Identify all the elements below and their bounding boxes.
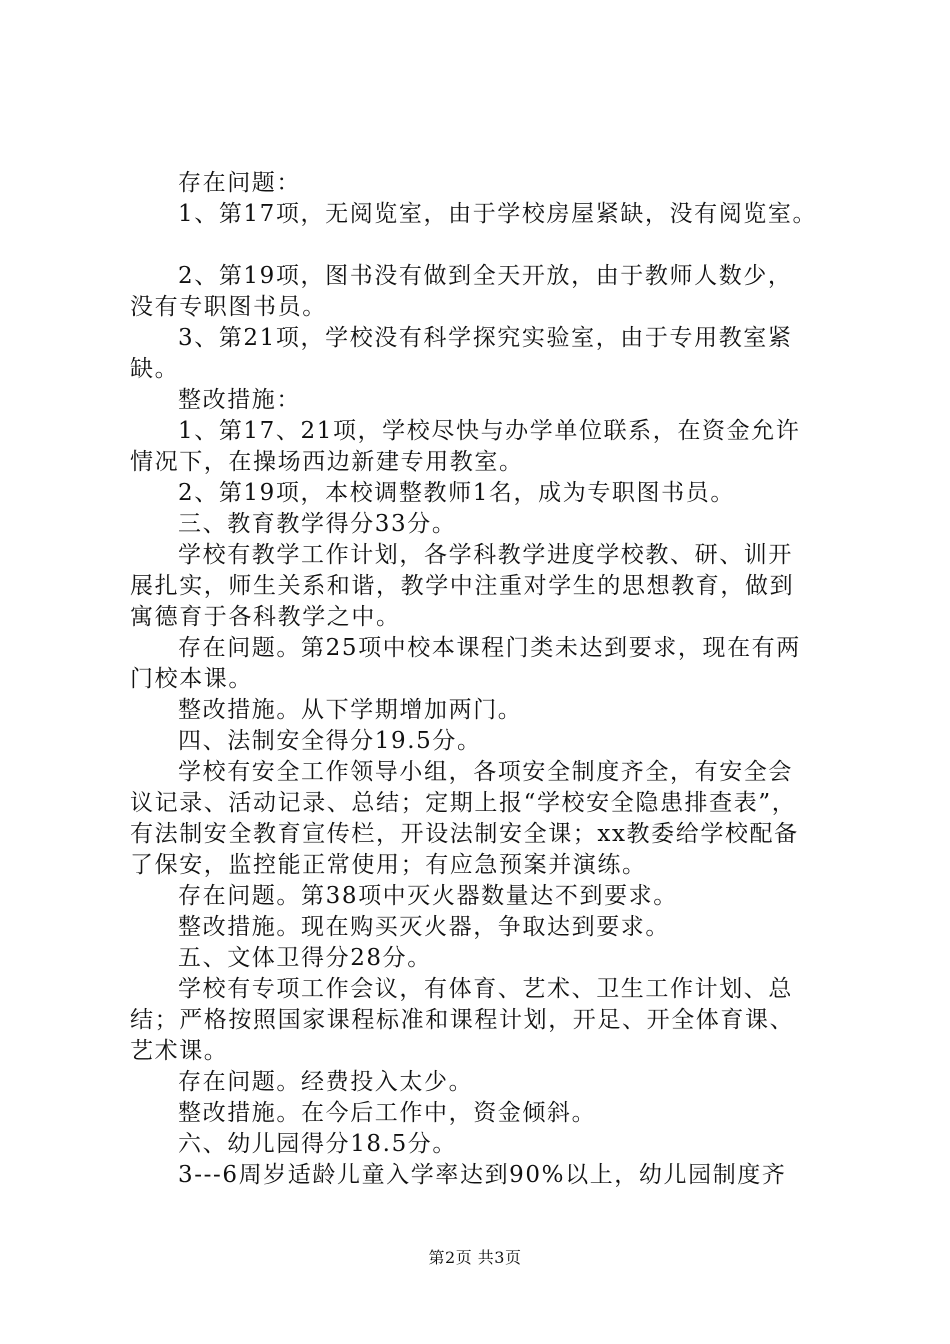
- text-line: 三、教育教学得分33分。: [178, 511, 457, 537]
- text-line: 门校本课。: [130, 666, 253, 692]
- text-line: 展扎实，师生关系和谐，教学中注重对学生的思想教育，做到: [130, 573, 795, 599]
- text-line: 整改措施。在今后工作中，资金倾斜。: [178, 1100, 597, 1126]
- text-line: 1、第17项，无阅览室，由于学校房屋紧缺，没有阅览室。: [178, 201, 818, 227]
- text-line: 1、第17、21项，学校尽快与办学单位联系，在资金允许: [178, 418, 801, 444]
- document-body: [130, 168, 850, 1191]
- text-line: 结；严格按照国家课程标准和课程计划，开足、开全体育课、: [130, 1007, 795, 1033]
- text-line: 存在问题：: [178, 170, 301, 196]
- text-line: 2、第19项，图书没有做到全天开放，由于教师人数少，: [178, 263, 793, 289]
- text-line: 2、第19项，本校调整教师1名，成为专职图书员。: [178, 480, 735, 506]
- text-line: 学校有安全工作领导小组，各项安全制度齐全，有安全会: [178, 759, 793, 785]
- text-line: 存在问题。第38项中灭火器数量达不到要求。: [178, 883, 678, 909]
- text-line: 议记录、活动记录、总结；定期上报“学校安全隐患排查表”，: [130, 790, 797, 816]
- text-line: 存在问题。经费投入太少。: [178, 1069, 474, 1095]
- text-line: 3---6周岁适龄儿童入学率达到90%以上，幼儿园制度齐: [178, 1162, 787, 1188]
- text-line: 学校有专项工作会议，有体育、艺术、卫生工作计划、总: [178, 976, 793, 1002]
- text-line: 缺。: [130, 356, 180, 382]
- text-line: 了保安，监控能正常使用；有应急预案并演练。: [130, 852, 647, 878]
- page-footer: 第2页 共3页: [428, 1248, 522, 1267]
- text-line: 整改措施。从下学期增加两门。: [178, 697, 523, 723]
- text-line: 3、第21项，学校没有科学探究实验室，由于专用教室紧: [178, 325, 793, 351]
- text-line: 有法制安全教育宣传栏，开设法制安全课；xx教委给学校配备: [130, 821, 799, 847]
- text-line: 存在问题。第25项中校本课程门类未达到要求，现在有两: [178, 635, 801, 661]
- text-line: 没有专职图书员。: [130, 294, 327, 320]
- text-line: 艺术课。: [130, 1038, 229, 1064]
- text-line: 情况下，在操场西边新建专用教室。: [130, 449, 524, 475]
- text-line: 整改措施。现在购买灭火器，争取达到要求。: [178, 914, 670, 940]
- text-line: 学校有教学工作计划，各学科教学进度学校教、研、训开: [178, 542, 793, 568]
- text-line: 五、文体卫得分28分。: [178, 945, 432, 971]
- text-line: 寓德育于各科教学之中。: [130, 604, 401, 630]
- text-line: 四、法制安全得分19.5分。: [178, 728, 482, 754]
- text-line: 整改措施：: [178, 387, 301, 413]
- blank-line: [130, 230, 850, 261]
- text-line: 六、幼儿园得分18.5分。: [178, 1131, 458, 1157]
